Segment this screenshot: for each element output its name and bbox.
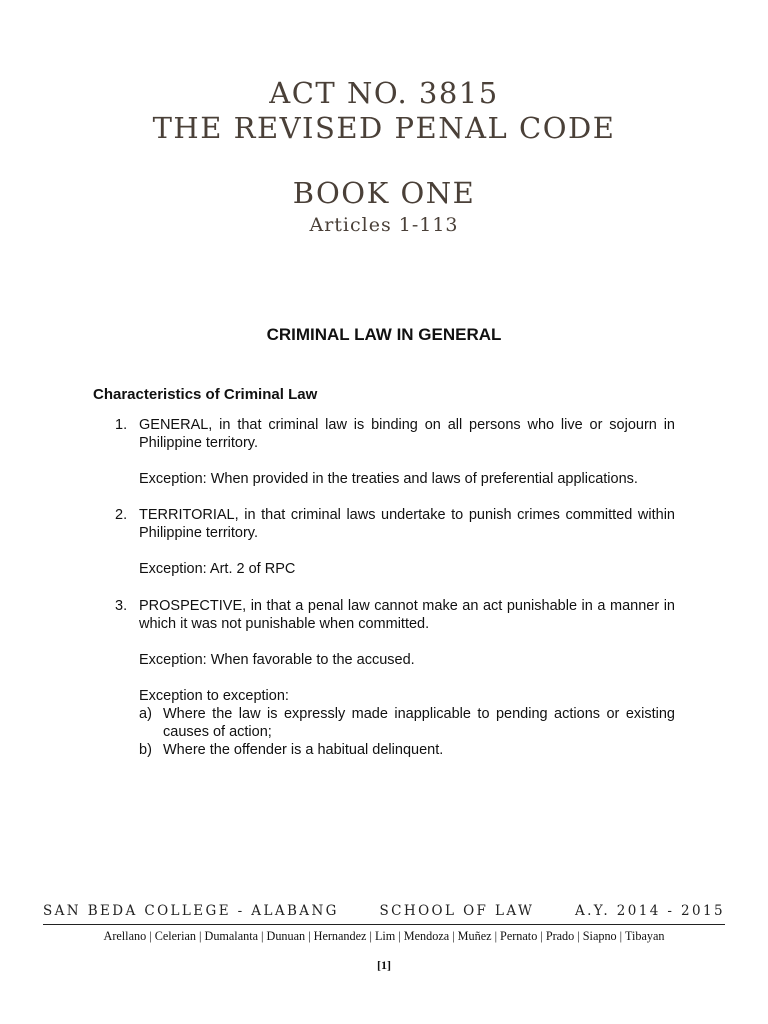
list-item: [93, 416, 675, 488]
book-title: BOOK ONE: [292, 176, 476, 210]
list-item-exception: Exception: Art. 2 of RPC: [139, 561, 296, 577]
footer-school-name: SCHOOL OF LAW: [379, 903, 535, 919]
list-item-text: GENERAL, in that criminal law is binding on all persons who live or sojourn in Philippine territory.: [139, 417, 675, 451]
page-number: [1]: [377, 958, 391, 972]
list-item-exception: Exception: When favorable to the accused.: [139, 652, 415, 668]
list-item-text: PROSPECTIVE, in that a penal law cannot make an act punishable in a manner in which it was not punishable when committed.: [139, 598, 675, 632]
sub-list-text: Where the law is expressly made inapplicable to pending actions or existing causes of action;: [163, 706, 675, 740]
list-item-exception: Exception: When provided in the treaties and laws of preferential applications.: [139, 471, 638, 487]
list-item-number: 1.: [115, 417, 128, 433]
act-number-title: ACT NO. 3815: [269, 76, 499, 110]
sub-list-label: b): [139, 742, 152, 758]
code-title: THE REVISED PENAL CODE: [152, 111, 616, 145]
sub-list-item: [139, 741, 675, 759]
list-item-number: 2.: [115, 507, 128, 523]
list-item-number: 3.: [115, 598, 128, 614]
footer-divider: [43, 924, 725, 925]
sub-list-text: Where the offender is a habitual delinquent.: [163, 742, 444, 758]
list-item: [93, 506, 675, 578]
footer-academic-year: A.Y. 2014 - 2015: [574, 903, 725, 919]
sub-list-label: a): [139, 706, 152, 722]
footer-institution: [43, 903, 725, 919]
footer-college-name: SAN BEDA COLLEGE - ALABANG: [43, 903, 339, 919]
exception-to-exception-label: Exception to exception:: [139, 688, 289, 704]
list-item: [93, 597, 675, 759]
section-heading: CRIMINAL LAW IN GENERAL: [266, 325, 502, 344]
subsection-heading: Characteristics of Criminal Law: [93, 386, 318, 403]
list-item-text: TERRITORIAL, in that criminal laws undertake to punish crimes committed within Philippine territory.: [139, 507, 675, 541]
articles-range: Articles 1-113: [309, 214, 459, 236]
sub-list: [139, 705, 675, 759]
footer-authors: Arellano | Celerian | Dumalanta | Dunuan | Hernandez | Lim | Mendoza | Muñez | Pernato | Prado | Siapno | Tibayan: [103, 929, 665, 943]
sub-list-item: [139, 705, 675, 741]
